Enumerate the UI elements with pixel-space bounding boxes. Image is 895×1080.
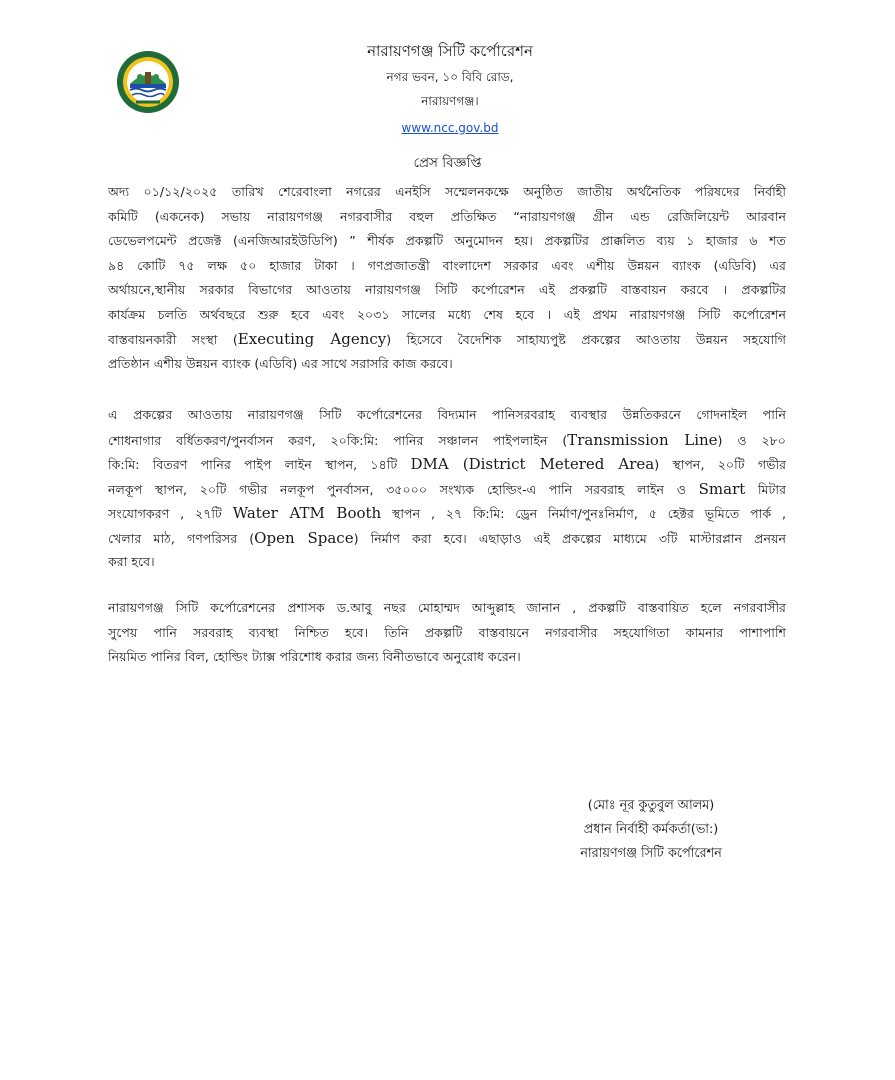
text-segment: বাস্তবায়নকারী সংস্থা (	[108, 332, 238, 347]
english-term: Executing Agency	[237, 330, 387, 348]
paragraph-line	[108, 428, 786, 453]
paragraph-line	[108, 526, 786, 551]
paragraph-line	[108, 452, 786, 477]
text-segment: ) স্থাপন, ২০টি গভীর	[654, 457, 786, 472]
signatory-organization: নারায়ণগঞ্জ সিটি কর্পোরেশন	[580, 846, 722, 861]
paragraph-line: প্রতিষ্ঠান এশীয় উন্নয়ন ব্যাংক (এডিবি) এর সাথে সরাসরি কাজ করবে।	[108, 355, 453, 371]
signatory-name: (মোঃ নূর কুতুবুল আলম)	[587, 798, 715, 813]
paragraph-line: অর্থায়নে,স্থানীয় সরকার বিভাগের আওতায় নারায়ণগঞ্জ সিটি কর্পোরেশন এই প্রকল্পটি বাস্তবায়ন করবে । প্রকল্পটির	[108, 282, 786, 297]
english-term: Open Space	[254, 528, 354, 547]
signature-block	[556, 794, 746, 866]
text-segment: নলকূপ স্থাপন, ২০টি গভীর নলকূপ পুনর্বাসন, ৩৫০০০ সংখ্যক হোল্ডিং-এ পানি সরবরাহ লাইন ও	[108, 481, 699, 497]
text-segment: মিটার	[745, 481, 786, 497]
text-segment: শোধনাগার বর্ধিতকরণ/পুনর্বাসন করণ, ২০কি:মি: পানির সঞ্চালন পাইপলাইন (	[108, 432, 568, 448]
website-link[interactable]: www.ncc.gov.bd	[401, 121, 499, 135]
paragraph-line: নিয়মিত পানির বিল, হোল্ডিং ট্যাক্স পরিশোধ করার জন্য বিনীতভাবে অনুরোধ করেন।	[108, 649, 521, 664]
signatory-designation: প্রধান নির্বাহী কর্মকর্তা(ভা:)	[583, 822, 719, 837]
paragraph-line: ডেভেলপমেন্ট প্রজেক্ট (এনজিআরইউডিপি) ” শীর্ষক প্রকল্পটি অনুমোদন হয়। প্রকল্পটির প্রাক্কলিত ব্যয় ১ হাজার ৬ শত	[108, 233, 786, 248]
address-line-2: নারায়ণগঞ্জ।	[421, 94, 479, 108]
document-title: প্রেস বিজ্ঞপ্তি	[413, 155, 482, 171]
paragraph-line: ৯৪ কোটি ৭৫ লক্ষ ৫০ হাজার টাকা । গণপ্রজাতন্ত্রী বাংলাদেশ সরকার এবং এশীয় উন্নয়ন ব্যাংক (এডিবি) এর	[108, 257, 786, 273]
english-term: DMA (District Metered Area	[410, 455, 655, 473]
paragraph-line: করা হবে।	[108, 554, 155, 569]
english-term: Water ATM Booth	[232, 504, 382, 522]
paragraph-line: কমিটি (একনেক) সভায় নারায়ণগঞ্জ নগরবাসীর বহুল প্রতিক্ষিত “নারায়ণগঞ্জ গ্রীন এন্ড রেজিলিয়েন্ট আরবান	[108, 208, 786, 224]
paragraph-line	[108, 501, 786, 526]
english-term: Transmission Line	[567, 430, 718, 449]
text-segment: সংযোগকরণ , ২৭টি	[108, 506, 233, 521]
paragraph-line: অদ্য ০১/১২/২০২৫ তারিখ শেরেবাংলা নগরের এনইসি সম্মেলনকক্ষে অনুষ্ঠিত জাতীয় অর্থনৈতিক পরিষদের নির্বাহী	[108, 184, 786, 199]
text-segment: খেলার মাঠ, গণপরিসর (	[108, 530, 255, 546]
paragraph-line	[108, 327, 786, 352]
letterhead	[250, 40, 650, 136]
paragraph-1	[108, 180, 786, 376]
paragraph-line: এ প্রকল্পের আওতায় নারায়ণগঞ্জ সিটি কর্পোরেশনের বিদ্যমান পানিসরবরাহ ব্যবস্থার উন্নতিকরনে গোদনাইল পানি	[108, 407, 786, 422]
paragraph-3	[108, 596, 786, 670]
paragraph-line: কার্যক্রম চলতি অর্থবছরে শুরু হবে এবং ২০৩১ সালের মধ্যে শেষ হবে । এই প্রথম নারায়ণগঞ্জ সিটি কর্পোরেশন	[108, 306, 786, 322]
paragraph-2	[108, 403, 786, 575]
text-segment: ) ও ২৮০	[717, 432, 786, 448]
paragraph-line: সুপেয় পানি সরবরাহ ব্যবস্থা নিশ্চিত হবে। তিনি প্রকল্পটি বাস্তবায়নে নগরবাসীর সহযোগিতা কামনার পাশাপাশি	[108, 624, 786, 640]
paragraph-line: নারায়ণগঞ্জ সিটি কর্পোরেশনের প্রশাসক ড.আবু নছর মোহাম্মদ আব্দুল্লাহ জানান , প্রকল্পটি বাস্তবায়িত হলে নগরবাসীর	[108, 600, 786, 615]
organization-name: নারায়ণগঞ্জ সিটি কর্পোরেশন	[367, 42, 533, 60]
narayanganj-city-corporation-logo	[116, 50, 180, 114]
text-segment: ) হিসেবে বৈদেশিক সাহায্যপুষ্ট প্রকল্পের আওতায় উন্নয়ন সহযোগি	[386, 332, 786, 347]
english-term: Smart	[698, 479, 746, 498]
address-line-1: নগর ভবন, ১০ বিবি রোড,	[386, 70, 514, 84]
paragraph-line	[108, 477, 786, 502]
text-segment: স্থাপন , ২৭ কি:মি: ড্রেন নির্মাণ/পুনঃনির্মাণ, ৫ হেক্টর ভূমিতে পার্ক ,	[381, 506, 786, 521]
text-segment: ) নির্মাণ করা হবে। এছাড়াও এই প্রকল্পের মাধ্যমে ৩টি মাস্টারপ্লান প্রনয়ন	[353, 530, 786, 546]
text-segment: কি:মি: বিতরণ পানির পাইপ লাইন স্থাপন, ১৪টি	[108, 457, 411, 472]
